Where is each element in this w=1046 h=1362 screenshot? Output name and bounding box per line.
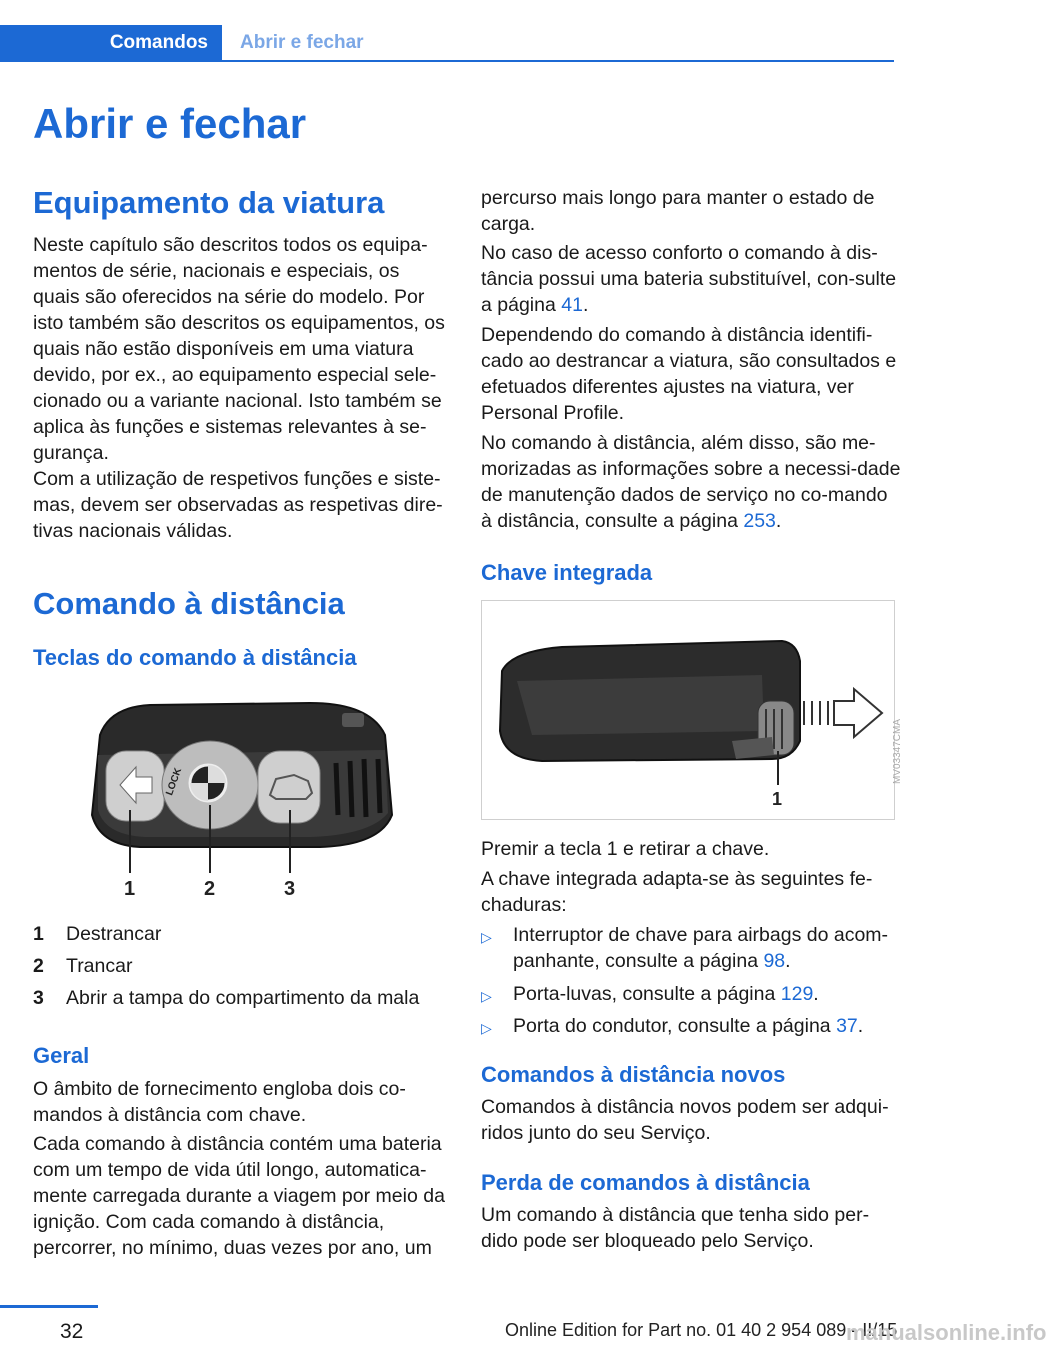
footer-rule: [0, 1305, 98, 1308]
lock-label: LOCK: [164, 766, 185, 798]
header-tab-abrir-fechar[interactable]: Abrir e fechar: [240, 32, 364, 53]
paragraph-novos: Comandos à distância novos podem ser adqui‐ridos junto do seu Serviço.: [481, 1096, 889, 1144]
integrated-key-figure: [481, 600, 903, 820]
key-figure-label-1: 1: [772, 789, 783, 809]
bullet-text: Interruptor de chave para airbags do acom‐panhante, consulte a página: [513, 924, 889, 972]
paragraph-equipamento-2: Com a utilização de respetivos funções e siste‐mas, devem ser observadas as respetivas dire‐tivas nacionais válidas.: [33, 468, 443, 542]
paragraph-geral-2: Cada comando à distância contém uma bateria com um tempo de vida útil longo, automatica‐mente carregada durante a viagem por meio da ignição. Com cada comando à distância, percorrer, no mínimo, duas vezes por ano, um: [33, 1133, 445, 1259]
heading-geral: Geral: [33, 1043, 90, 1068]
watermark: manualsonline.info: [846, 1320, 1046, 1345]
paragraph-premir: Premir a tecla 1 e retirar a chave.: [481, 838, 770, 860]
page-number: 32: [60, 1320, 84, 1343]
legend-number: 1: [33, 923, 44, 945]
bullet-text: Porta do condutor, consulte a página: [513, 1015, 837, 1037]
legend-number: 3: [33, 987, 44, 1009]
direction-lines: [804, 701, 828, 725]
heading-comandos-novos: Comandos à distância novos: [481, 1062, 786, 1087]
remote-key-illustration: [80, 695, 410, 910]
heading-teclas: Teclas do comando à distância: [33, 645, 357, 670]
triangle-bullet-icon: ▷: [481, 988, 492, 1004]
paragraph-geral-1: O âmbito de fornecimento engloba dois co‐mandos à distância com chave.: [33, 1078, 406, 1126]
paragraph-adapta: A chave integrada adapta-se às seguintes fe‐chaduras:: [481, 868, 873, 916]
figure-legend: [33, 918, 453, 1014]
paragraph-perda: Um comando à distância que tenha sido per‐dido pode ser bloqueado pelo Serviço.: [481, 1204, 870, 1252]
footer-edition: Online Edition for Part no. 01 40 2 954 089 - II/15: [505, 1320, 898, 1340]
legend-text: Destrancar: [66, 923, 162, 945]
paragraph-conforto: No caso de acesso conforto o comando à dis‐tância possui uma bateria substituível, con‐sulte a página 41.: [481, 242, 897, 316]
page-link-253[interactable]: 253: [743, 510, 776, 532]
legend-item: [33, 918, 453, 950]
paragraph-memorizadas: No comando à distância, além disso, são me‐morizadas as informações sobre a necessi‐dade de manutenção dados de serviço no co‐mando à distância, consulte a página 253.: [481, 432, 901, 532]
page-title: Abrir e fechar: [33, 100, 307, 147]
heading-chave-integrada: Chave integrada: [481, 560, 653, 585]
paragraph-conforto-text: No caso de acesso conforto o comando à dis‐tância possui uma bateria substituível, con‐sulte a página: [481, 242, 897, 316]
triangle-bullet-icon: ▷: [481, 1020, 492, 1036]
paragraph-equipamento-1: Neste capítulo são descritos todos os equipa‐mentos de série, nacionais e especiais, os quais são oferecidos na série do modelo. Por isto também são descritos os equipamentos, os quais não estão disponíveis em uma viatura devido, por ex., ao equipamento especial sele‐cionado ou a variante nacional. Isto também se aplica às funções e sistemas relevantes à se‐gurança.: [33, 234, 445, 464]
paragraph-continuation: percurso mais longo para manter o estado de carga.: [481, 187, 875, 235]
figure-label-3: 3: [284, 878, 296, 900]
triangle-bullet-icon: ▷: [481, 929, 492, 945]
heading-perda: Perda de comandos à distância: [481, 1170, 810, 1195]
page-link-98[interactable]: 98: [763, 950, 786, 972]
arrow-right-icon: [834, 689, 882, 737]
figure-code: MV03347CMA: [892, 719, 903, 785]
legend-item: [33, 950, 453, 982]
heading-comando-distancia: Comando à distância: [33, 586, 345, 621]
legend-text: Trancar: [66, 955, 133, 977]
bullet-text: Porta-luvas, consulte a página: [513, 983, 781, 1005]
figure-label-2: 2: [204, 878, 216, 900]
bullet-item: ▷ Porta-luvas, consulte a página 129.: [481, 981, 901, 1009]
integrated-key-illustration: [482, 601, 894, 819]
page-link-129[interactable]: 129: [780, 983, 814, 1005]
figure-label-1: 1: [124, 878, 136, 900]
page-link-37[interactable]: 37: [836, 1015, 858, 1037]
bullet-item: ▷ Interruptor de chave para airbags do acom‐panhante, consulte a página 98.: [481, 924, 889, 972]
header-tab-comandos[interactable]: Comandos: [0, 25, 222, 61]
legend-text: Abrir a tampa do compartimento da mala: [66, 987, 420, 1009]
page-link-41[interactable]: 41: [561, 294, 583, 316]
heading-equipamento: Equipamento da viatura: [33, 185, 385, 220]
legend-number: 2: [33, 955, 44, 977]
bullet-item: ▷ Porta do condutor, consulte a página 37.: [481, 1013, 901, 1041]
paragraph-memorizadas-text: No comando à distância, além disso, são me‐morizadas as informações sobre a necessi‐dade de manutenção dados de serviço no co‐mando à distância, consulte a página: [481, 432, 901, 532]
legend-item: [33, 982, 453, 1014]
paragraph-dependendo: Dependendo do comando à distância identifi‐cado ao destrancar a viatura, são consultados e efetuados diferentes ajustes na viatura, ver Personal Profile.: [481, 324, 897, 424]
header-rule: [0, 60, 894, 62]
